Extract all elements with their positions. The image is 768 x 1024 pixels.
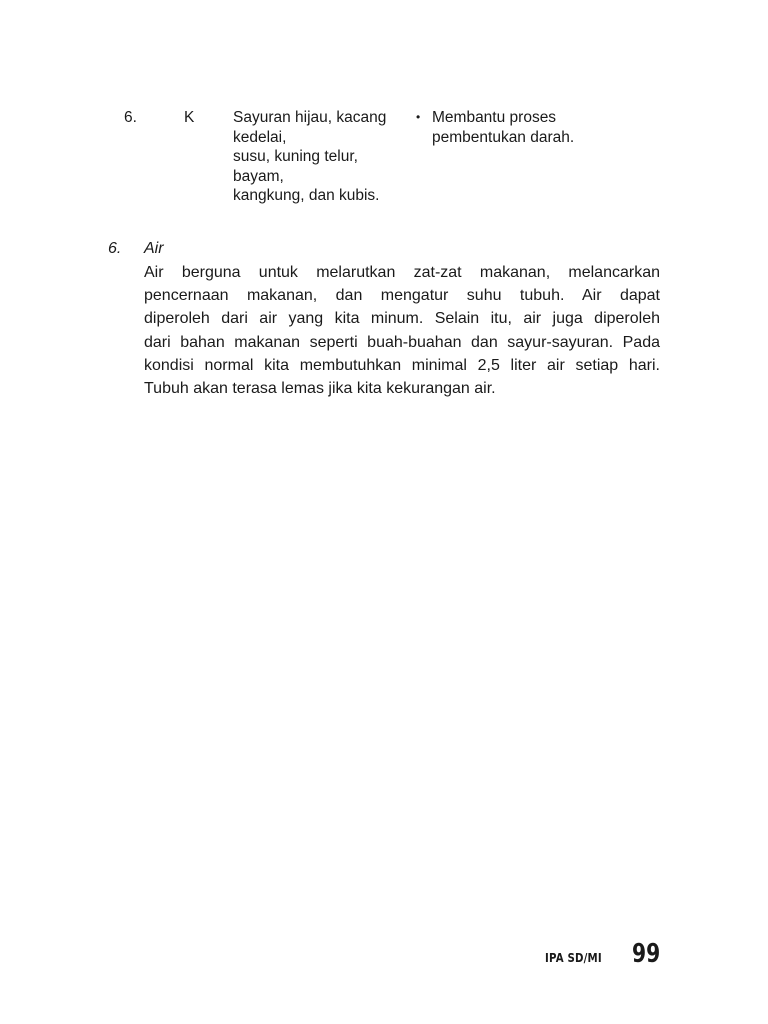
row-number: 6. xyxy=(124,109,137,126)
section-number: 6. xyxy=(108,240,122,257)
book-title: IPA SD/MI xyxy=(545,951,602,965)
food-sources-line: bayam, xyxy=(233,167,284,185)
paragraph-line: pencernaan makanan, dan mengatur suhu tubuh. Air dapat xyxy=(144,287,660,305)
food-sources-line: Sayuran hijau, kacang xyxy=(233,109,387,126)
benefit-line: pembentukan darah. xyxy=(432,128,575,146)
page-number: 99 xyxy=(631,939,660,969)
paragraph-line: diperoleh dari air yang kita minum. Selain itu, air juga diperoleh xyxy=(144,310,660,328)
food-sources-line: kangkung, dan kubis. xyxy=(233,187,380,204)
section-paragraph xyxy=(144,261,660,400)
paragraph-line: dari bahan makanan seperti buah-buahan dan sayur-sayuran. Pada xyxy=(144,333,660,351)
benefit-text xyxy=(432,108,612,147)
benefit-line: Membantu proses xyxy=(432,109,557,126)
food-sources-line: kedelai, xyxy=(233,128,287,146)
section-title: Air xyxy=(144,240,164,257)
page-footer xyxy=(535,938,660,968)
food-sources-cell xyxy=(233,108,408,206)
bullet-icon: • xyxy=(416,110,421,124)
food-sources-line: susu, kuning telur, xyxy=(233,148,358,165)
paragraph-line: Tubuh akan terasa lemas jika kita kekurangan air. xyxy=(144,380,496,398)
vitamin-name: K xyxy=(184,109,195,126)
paragraph-line: kondisi normal kita membutuhkan minimal 2,5 liter air setiap hari. xyxy=(144,356,660,374)
paragraph-line: Air berguna untuk melarutkan zat-zat makanan, melancarkan xyxy=(144,264,660,281)
